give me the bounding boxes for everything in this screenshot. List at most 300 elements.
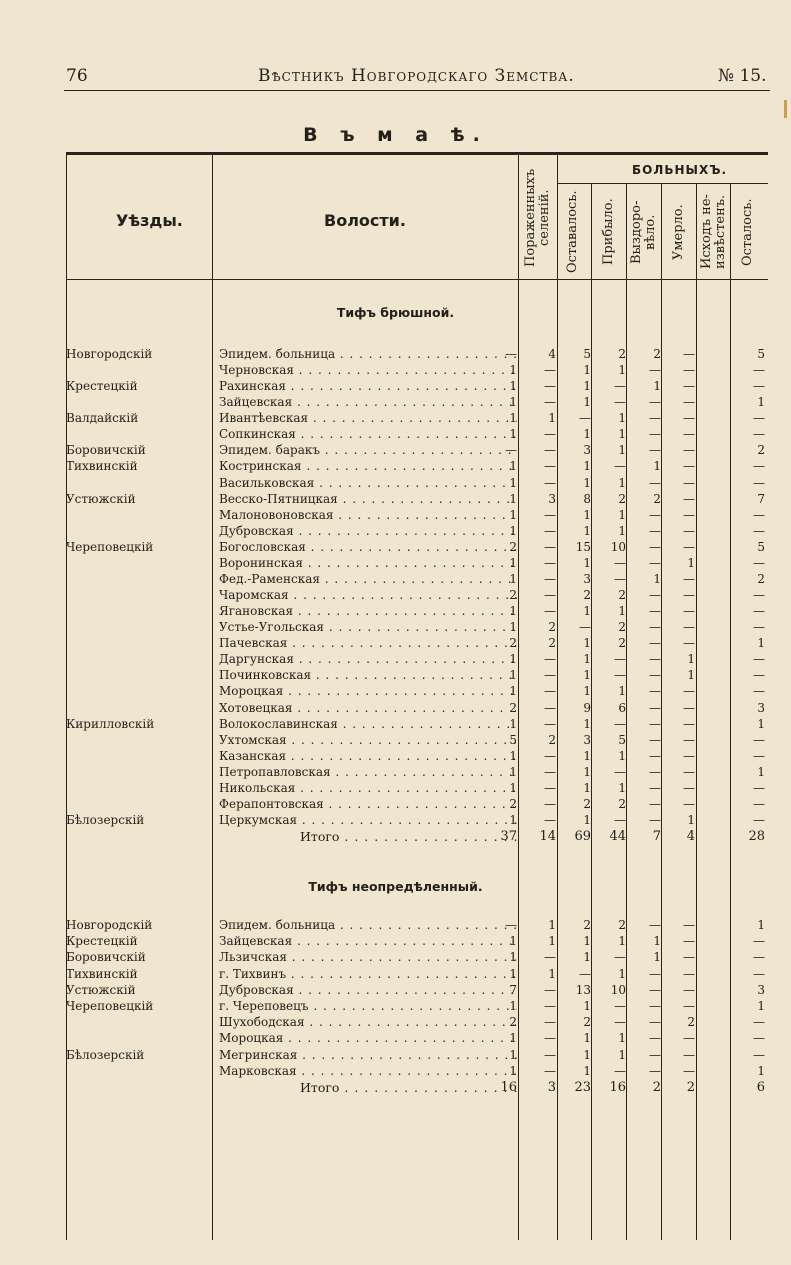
value-cell: 2: [618, 347, 626, 361]
volost-cell: Зайцевская . . .: [219, 934, 517, 948]
value-cell: 1: [618, 1047, 626, 1062]
value-cell: —: [544, 668, 556, 683]
value-cell: 1: [509, 1063, 517, 1078]
value-cell: 1: [509, 1031, 517, 1046]
value-cell: —: [614, 459, 626, 474]
value-cell: 1: [509, 411, 517, 426]
value-cell: 3: [583, 571, 591, 586]
value-cell: —: [753, 523, 765, 538]
value-cell: 1: [509, 684, 517, 699]
value-cell: —: [544, 1031, 556, 1046]
value-cell: 2: [548, 636, 556, 651]
volost-cell: Льзичская . . .: [219, 950, 517, 964]
value-cell: 3: [757, 700, 765, 715]
value-cell: 1: [618, 523, 626, 538]
value-cell: 1: [583, 523, 591, 538]
table-row: [0, 443, 791, 459]
value-cell: 1: [757, 716, 765, 731]
total-value-cell: 2: [686, 1080, 695, 1095]
value-cell: 5: [509, 732, 517, 747]
volost-cell: Церкумская . . .: [219, 813, 517, 827]
month-title: В ъ м а ѣ.: [303, 124, 488, 146]
value-cell: 2: [583, 918, 591, 932]
value-cell: —: [544, 982, 556, 997]
uezd-cell: Устюжскій: [66, 982, 136, 997]
value-cell: 1: [583, 395, 591, 410]
value-cell: 2: [757, 571, 765, 586]
value-cell: 1: [509, 999, 517, 1013]
value-cell: 1: [618, 475, 626, 490]
value-cell: —: [683, 764, 695, 779]
col-header-vyzdorovelo: Выздоро- вѣло.: [629, 200, 658, 264]
value-cell: 10: [610, 539, 626, 554]
group-header-bolnyh: БОЛЬНЫХЪ.: [632, 163, 728, 177]
value-cell: —: [753, 507, 765, 522]
table-row: [0, 572, 791, 588]
value-cell: 1: [618, 411, 626, 426]
value-cell: 1: [509, 652, 517, 667]
table-row: [0, 620, 791, 636]
total-value-cell: 16: [609, 1080, 626, 1095]
page-header: [0, 62, 791, 90]
value-cell: —: [683, 934, 695, 949]
uezd-cell: Боровичскій: [66, 443, 146, 458]
value-cell: 1: [583, 1047, 591, 1062]
value-cell: 2: [509, 796, 517, 811]
value-cell: 1: [583, 636, 591, 651]
table-row: [0, 508, 791, 524]
col-header-volost: Волости.: [324, 211, 406, 230]
value-cell: —: [683, 604, 695, 619]
value-cell: —: [683, 363, 695, 378]
value-cell: —: [683, 571, 695, 586]
value-cell: 2: [618, 636, 626, 651]
value-cell: —: [683, 950, 695, 965]
value-cell: 1: [583, 813, 591, 828]
value-cell: 10: [610, 982, 626, 997]
total-value-cell: 4: [686, 829, 695, 845]
table-row: [0, 813, 791, 829]
value-cell: —: [683, 395, 695, 410]
volost-cell: Марковская . . .: [219, 1064, 517, 1078]
value-cell: —: [753, 1031, 765, 1046]
value-cell: —: [649, 620, 661, 635]
table-row: [0, 1064, 791, 1080]
value-cell: —: [683, 780, 695, 795]
value-cell: —: [544, 700, 556, 715]
value-cell: —: [683, 732, 695, 747]
value-cell: —: [505, 918, 517, 932]
table-row: [0, 701, 791, 717]
value-cell: 1: [618, 780, 626, 795]
value-cell: 1: [509, 966, 517, 981]
value-cell: —: [544, 764, 556, 779]
value-cell: 9: [583, 700, 591, 715]
value-cell: 2: [618, 491, 626, 506]
volost-cell: Эпидем. баракъ . . .: [219, 443, 517, 457]
value-cell: 1: [509, 475, 517, 490]
value-cell: —: [544, 1015, 556, 1030]
value-cell: —: [683, 379, 695, 394]
value-cell: —: [683, 411, 695, 426]
value-cell: —: [649, 395, 661, 410]
value-cell: 1: [583, 379, 591, 394]
value-cell: 2: [509, 636, 517, 651]
value-cell: —: [614, 571, 626, 586]
volost-cell: Чаромская . . .: [219, 588, 517, 602]
value-cell: 2: [583, 588, 591, 603]
value-cell: —: [649, 999, 661, 1013]
value-cell: —: [544, 780, 556, 795]
volost-cell: Волокославинская . . .: [219, 717, 517, 731]
value-cell: —: [614, 379, 626, 394]
table-row: [0, 556, 791, 572]
value-cell: 2: [618, 620, 626, 635]
value-cell: 13: [575, 982, 591, 997]
volost-cell: Костринская . . .: [219, 459, 517, 473]
total-row: [0, 1080, 791, 1096]
value-cell: —: [544, 555, 556, 570]
volost-cell: г. Череповецъ . . .: [219, 999, 517, 1013]
value-cell: —: [649, 1031, 661, 1046]
value-cell: —: [544, 796, 556, 811]
value-cell: 1: [653, 571, 661, 586]
volost-cell: Устье-Угольская . . .: [219, 620, 517, 634]
value-cell: 1: [618, 507, 626, 522]
uezd-cell: Крестецкій: [66, 934, 138, 949]
value-cell: —: [683, 982, 695, 997]
value-cell: —: [544, 475, 556, 490]
value-cell: —: [753, 684, 765, 699]
value-cell: 1: [757, 764, 765, 779]
value-cell: 1: [509, 1047, 517, 1062]
value-cell: 1: [509, 363, 517, 378]
value-cell: —: [683, 999, 695, 1013]
volost-cell: Дубровская . . .: [219, 524, 517, 538]
value-cell: 1: [618, 934, 626, 949]
value-cell: —: [753, 459, 765, 474]
value-cell: —: [753, 363, 765, 378]
value-cell: —: [683, 539, 695, 554]
value-cell: 4: [548, 347, 556, 361]
value-cell: —: [753, 475, 765, 490]
volost-cell: Весско-Пятницкая . . .: [219, 492, 517, 506]
value-cell: —: [683, 427, 695, 442]
table-row: [0, 684, 791, 700]
value-cell: 1: [653, 379, 661, 394]
uezd-cell: Валдайскій: [66, 411, 139, 426]
uezd-cell: Боровичскій: [66, 950, 146, 965]
value-cell: —: [544, 588, 556, 603]
value-cell: —: [683, 716, 695, 731]
value-cell: —: [649, 539, 661, 554]
volost-cell: Починковская . . .: [219, 668, 517, 682]
value-cell: 2: [548, 620, 556, 635]
value-cell: 2: [687, 1015, 695, 1030]
value-cell: 5: [583, 347, 591, 361]
value-cell: —: [683, 443, 695, 458]
value-cell: 3: [548, 491, 556, 506]
value-cell: —: [649, 475, 661, 490]
value-cell: —: [649, 588, 661, 603]
value-cell: —: [544, 950, 556, 965]
value-cell: 1: [583, 716, 591, 731]
total-value-cell: 14: [539, 829, 556, 845]
total-value-cell: 37: [500, 829, 517, 845]
table-row: [0, 749, 791, 765]
value-cell: —: [649, 1015, 661, 1030]
value-cell: 2: [618, 796, 626, 811]
page-number: 76: [66, 66, 88, 86]
value-cell: 3: [757, 982, 765, 997]
value-cell: —: [649, 684, 661, 699]
value-cell: —: [649, 764, 661, 779]
value-cell: —: [544, 684, 556, 699]
value-cell: 1: [509, 491, 517, 506]
value-cell: —: [649, 427, 661, 442]
total-value-cell: 3: [547, 1080, 556, 1095]
value-cell: 1: [509, 507, 517, 522]
value-cell: 1: [583, 1031, 591, 1046]
value-cell: —: [544, 1063, 556, 1078]
table-row: [0, 918, 791, 934]
value-cell: —: [683, 588, 695, 603]
value-cell: —: [544, 379, 556, 394]
value-cell: 1: [583, 684, 591, 699]
volost-cell: Ухтомская . . .: [219, 733, 517, 747]
value-cell: 1: [509, 379, 517, 394]
value-cell: —: [683, 1031, 695, 1046]
section-title: Тифъ неопредѣленный.: [308, 879, 483, 894]
value-cell: —: [753, 411, 765, 426]
table-row: [0, 717, 791, 733]
value-cell: —: [649, 411, 661, 426]
value-cell: 1: [653, 950, 661, 965]
value-cell: —: [649, 1047, 661, 1062]
value-cell: —: [753, 950, 765, 965]
value-cell: —: [753, 796, 765, 811]
value-cell: 2: [757, 443, 765, 458]
uezd-cell: Крестецкій: [66, 379, 138, 394]
value-cell: —: [683, 700, 695, 715]
value-cell: 1: [618, 363, 626, 378]
value-cell: —: [544, 507, 556, 522]
value-cell: 1: [757, 395, 765, 410]
value-cell: 1: [509, 716, 517, 731]
value-cell: 1: [583, 604, 591, 619]
value-cell: 1: [618, 443, 626, 458]
volost-cell: Богословская . . .: [219, 540, 517, 554]
value-cell: 8: [583, 491, 591, 506]
value-cell: —: [614, 1015, 626, 1030]
table-row: [0, 459, 791, 475]
volost-cell: Казанская . . .: [219, 749, 517, 763]
value-cell: —: [649, 796, 661, 811]
value-cell: —: [614, 395, 626, 410]
uezd-cell: Череповецкій: [66, 999, 154, 1013]
volost-cell: г. Тихвинъ . . .: [219, 967, 517, 981]
total-value-cell: 16: [500, 1080, 517, 1095]
volost-cell: Фед.-Раменская . . .: [219, 572, 517, 586]
uezd-cell: Тихвинскій: [66, 966, 138, 981]
value-cell: 1: [583, 999, 591, 1013]
header-bottom-rule: [66, 279, 768, 280]
col-header-ostavalos: Оставалось.: [565, 190, 580, 274]
value-cell: 2: [618, 588, 626, 603]
value-cell: 1: [583, 1063, 591, 1078]
value-cell: —: [753, 732, 765, 747]
total-row: [0, 829, 791, 845]
volost-cell: Ферапонтовская . . .: [219, 797, 517, 811]
value-cell: 1: [509, 668, 517, 683]
uezd-cell: Кирилловскій: [66, 716, 155, 731]
value-cell: 1: [583, 555, 591, 570]
value-cell: —: [544, 427, 556, 442]
value-cell: —: [649, 918, 661, 932]
value-cell: 1: [583, 507, 591, 522]
value-cell: —: [649, 507, 661, 522]
value-cell: 1: [509, 620, 517, 635]
volost-cell: Зайцевская . . .: [219, 395, 517, 409]
table-row: [0, 1048, 791, 1064]
volost-cell: Сопкинская . . .: [219, 427, 517, 441]
value-cell: —: [649, 748, 661, 763]
table-row: [0, 999, 791, 1015]
volost-cell: Малоновоновская . . .: [219, 508, 517, 522]
value-cell: —: [753, 427, 765, 442]
value-cell: —: [579, 411, 591, 426]
value-cell: —: [649, 555, 661, 570]
value-cell: —: [649, 636, 661, 651]
volost-cell: Петропавловская . . .: [219, 765, 517, 779]
group-rule: [557, 183, 768, 184]
value-cell: 1: [653, 459, 661, 474]
value-cell: 2: [583, 796, 591, 811]
value-cell: 3: [583, 443, 591, 458]
value-cell: 1: [583, 459, 591, 474]
volost-cell: Ягановская . . .: [219, 604, 517, 618]
col-header-ishod: Исходъ не- извѣстенъ.: [699, 194, 728, 270]
table-row: [0, 347, 791, 363]
value-cell: 2: [509, 1015, 517, 1030]
value-cell: —: [649, 780, 661, 795]
value-cell: —: [683, 491, 695, 506]
value-cell: —: [753, 379, 765, 394]
value-cell: —: [753, 780, 765, 795]
col-header-porazhennyh: Пораженныхъ селеній.: [523, 168, 552, 268]
uezd-cell: Бѣлозерскій: [66, 1047, 145, 1062]
value-cell: —: [614, 555, 626, 570]
volost-cell: Васильковская . . .: [219, 476, 517, 490]
table-row: [0, 476, 791, 492]
value-cell: —: [753, 966, 765, 981]
total-value-cell: 69: [574, 829, 591, 845]
value-cell: —: [683, 966, 695, 981]
value-cell: —: [544, 459, 556, 474]
table-row: [0, 411, 791, 427]
total-label: Итого . . .: [300, 1080, 517, 1095]
value-cell: —: [505, 443, 517, 458]
section-title: Тифъ брюшной.: [336, 305, 455, 320]
value-cell: —: [683, 523, 695, 538]
value-cell: 1: [509, 555, 517, 570]
value-cell: 1: [583, 934, 591, 949]
value-cell: —: [579, 620, 591, 635]
value-cell: 1: [583, 668, 591, 683]
value-cell: 1: [618, 966, 626, 981]
value-cell: —: [544, 395, 556, 410]
value-cell: —: [753, 748, 765, 763]
value-cell: 1: [618, 604, 626, 619]
value-cell: 1: [509, 813, 517, 828]
page-edge-mark: [784, 100, 787, 118]
col-header-uezd: Уѣзды.: [116, 211, 183, 230]
value-cell: —: [614, 813, 626, 828]
value-cell: 1: [548, 966, 556, 981]
uezd-cell: Тихвинскій: [66, 459, 138, 474]
uezd-cell: Новгородскій: [66, 918, 153, 932]
value-cell: 2: [653, 491, 661, 506]
value-cell: —: [614, 950, 626, 965]
table-row: [0, 983, 791, 999]
table-row: [0, 1015, 791, 1031]
value-cell: 1: [583, 475, 591, 490]
volost-cell: Шухободская . . .: [219, 1015, 517, 1029]
value-cell: 15: [575, 539, 591, 554]
value-cell: 1: [757, 1063, 765, 1078]
value-cell: 1: [509, 459, 517, 474]
value-cell: 1: [687, 555, 695, 570]
value-cell: 1: [583, 780, 591, 795]
table-row: [0, 950, 791, 966]
value-cell: —: [544, 1047, 556, 1062]
uezd-cell: Новгородскій: [66, 347, 153, 361]
table-row: [0, 652, 791, 668]
value-cell: 1: [509, 523, 517, 538]
value-cell: —: [649, 604, 661, 619]
value-cell: 2: [618, 918, 626, 932]
table-row: [0, 668, 791, 684]
value-cell: —: [683, 684, 695, 699]
value-cell: 1: [583, 764, 591, 779]
col-header-pribylo: Прибыло.: [601, 198, 616, 266]
value-cell: —: [753, 652, 765, 667]
value-cell: —: [649, 652, 661, 667]
table-row: [0, 363, 791, 379]
col-header-ostalos: Осталось.: [740, 198, 755, 266]
value-cell: —: [649, 523, 661, 538]
value-cell: —: [579, 966, 591, 981]
value-cell: 1: [509, 748, 517, 763]
uezd-cell: Череповецкій: [66, 539, 154, 554]
volost-cell: Мегринская . . .: [219, 1048, 517, 1062]
table-row: [0, 524, 791, 540]
value-cell: 1: [509, 950, 517, 965]
volost-cell: Рахинская . . .: [219, 379, 517, 393]
value-cell: —: [544, 604, 556, 619]
value-cell: —: [614, 999, 626, 1013]
value-cell: 1: [548, 934, 556, 949]
value-cell: 1: [509, 934, 517, 949]
value-cell: 1: [509, 780, 517, 795]
total-value-cell: 2: [652, 1080, 661, 1095]
total-value-cell: 44: [609, 829, 626, 845]
value-cell: 1: [618, 427, 626, 442]
value-cell: 2: [509, 588, 517, 603]
value-cell: 2: [653, 347, 661, 361]
value-cell: 1: [757, 636, 765, 651]
value-cell: —: [683, 475, 695, 490]
